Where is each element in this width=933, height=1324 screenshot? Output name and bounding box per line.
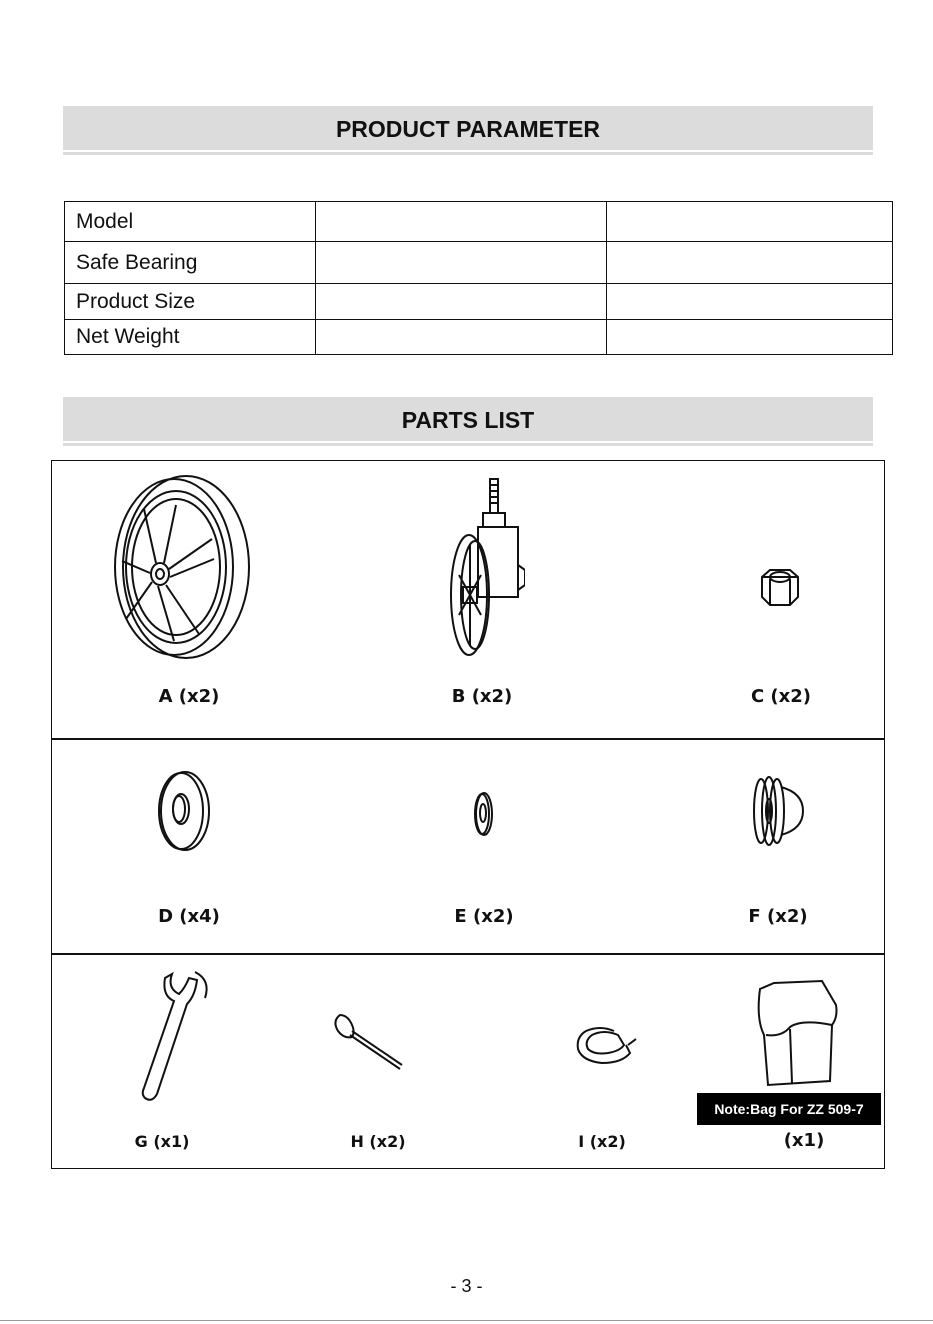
page-number: - 3 - — [450, 1276, 483, 1296]
param-value — [607, 320, 893, 355]
bottom-rule — [0, 1320, 933, 1321]
param-value — [316, 284, 607, 320]
row-divider — [52, 953, 884, 955]
param-value — [607, 242, 893, 284]
cotter-pin-icon — [330, 1009, 406, 1075]
bag-note: Note:Bag For ZZ 509-7 — [697, 1093, 881, 1125]
param-label-model: Model — [65, 202, 316, 242]
param-label-net-weight: Net Weight — [65, 320, 316, 355]
part-label-a: A (x2) — [158, 686, 220, 707]
small-washer-icon — [472, 789, 496, 839]
param-value — [607, 202, 893, 242]
split-lock-washer-icon — [574, 1021, 638, 1071]
hex-nut-icon — [754, 567, 804, 609]
part-label-h: H (x2) — [350, 1132, 406, 1151]
table-row — [65, 284, 893, 320]
product-parameter-table — [64, 201, 893, 355]
product-parameter-heading: PRODUCT PARAMETER — [63, 106, 873, 150]
bag-icon — [752, 979, 844, 1089]
part-label-c: C (x2) — [750, 686, 812, 707]
param-value — [316, 320, 607, 355]
table-row — [65, 320, 893, 355]
part-label-bag: (x1) — [783, 1130, 825, 1151]
table-row — [65, 202, 893, 242]
part-label-e: E (x2) — [454, 906, 514, 927]
parts-list-box — [51, 460, 885, 1169]
param-label-product-size: Product Size — [65, 284, 316, 320]
part-label-d: D (x4) — [158, 906, 220, 927]
grooved-bushing-icon — [751, 773, 807, 849]
part-label-f: F (x2) — [748, 906, 808, 927]
wheel-icon — [104, 469, 254, 665]
param-value — [316, 242, 607, 284]
table-row — [65, 242, 893, 284]
part-label-g: G (x1) — [134, 1132, 190, 1151]
heading-underline — [63, 443, 873, 446]
param-value — [316, 202, 607, 242]
parts-list-heading: PARTS LIST — [63, 397, 873, 441]
param-value — [607, 284, 893, 320]
heading-underline — [63, 152, 873, 155]
caster-wheel-icon — [445, 475, 525, 660]
wrench-icon — [137, 966, 217, 1106]
part-label-i: I (x2) — [578, 1132, 626, 1151]
part-label-b: B (x2) — [451, 686, 513, 707]
flat-washer-icon — [157, 769, 217, 853]
param-label-safe-bearing: Safe Bearing — [65, 242, 316, 284]
row-divider — [52, 738, 884, 740]
